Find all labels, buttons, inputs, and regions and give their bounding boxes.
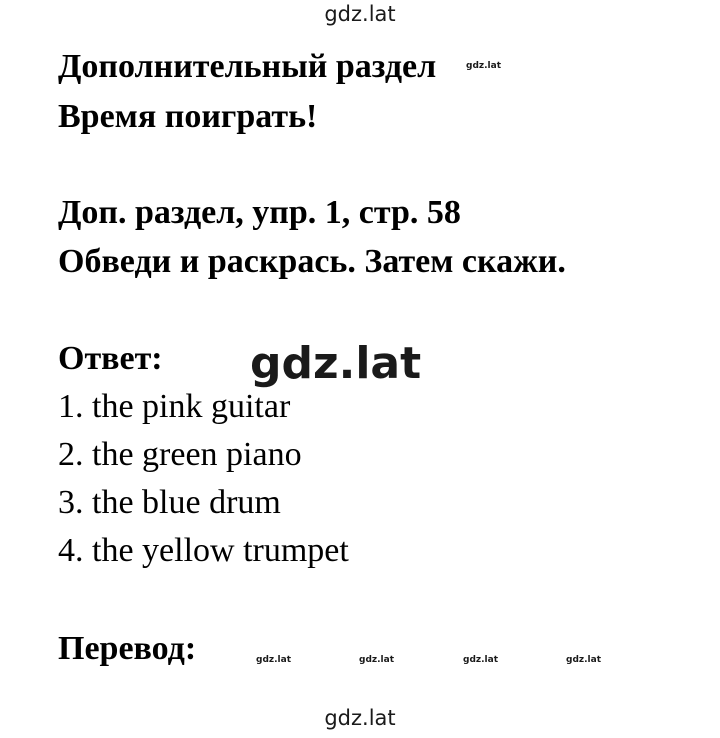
answer-label: Ответ: [58,340,163,377]
watermark-small: gdz.lat [256,655,292,665]
watermark-small: gdz.lat [463,655,499,665]
exercise-reference: Доп. раздел, упр. 1, стр. 58 [58,194,461,231]
answer-item-1: 1. the pink guitar [58,388,291,425]
watermark-small: gdz.lat [566,655,602,665]
answer-item-3: 3. the blue drum [58,484,281,521]
section-title: Дополнительный раздел [58,48,437,85]
answer-item-2: 2. the green piano [58,436,302,473]
watermark-bottom: gdz.lat [324,706,396,730]
watermark-top: gdz.lat [324,2,396,26]
answer-item-4: 4. the yellow trumpet [58,532,349,569]
watermark-large: gdz.lat [250,338,422,389]
watermark-small: gdz.lat [359,655,395,665]
watermark-small: gdz.lat [466,61,502,71]
translation-label: Перевод: [58,630,197,667]
section-subtitle: Время поиграть! [58,98,318,135]
exercise-instruction: Обведи и раскрась. Затем скажи. [58,243,566,280]
